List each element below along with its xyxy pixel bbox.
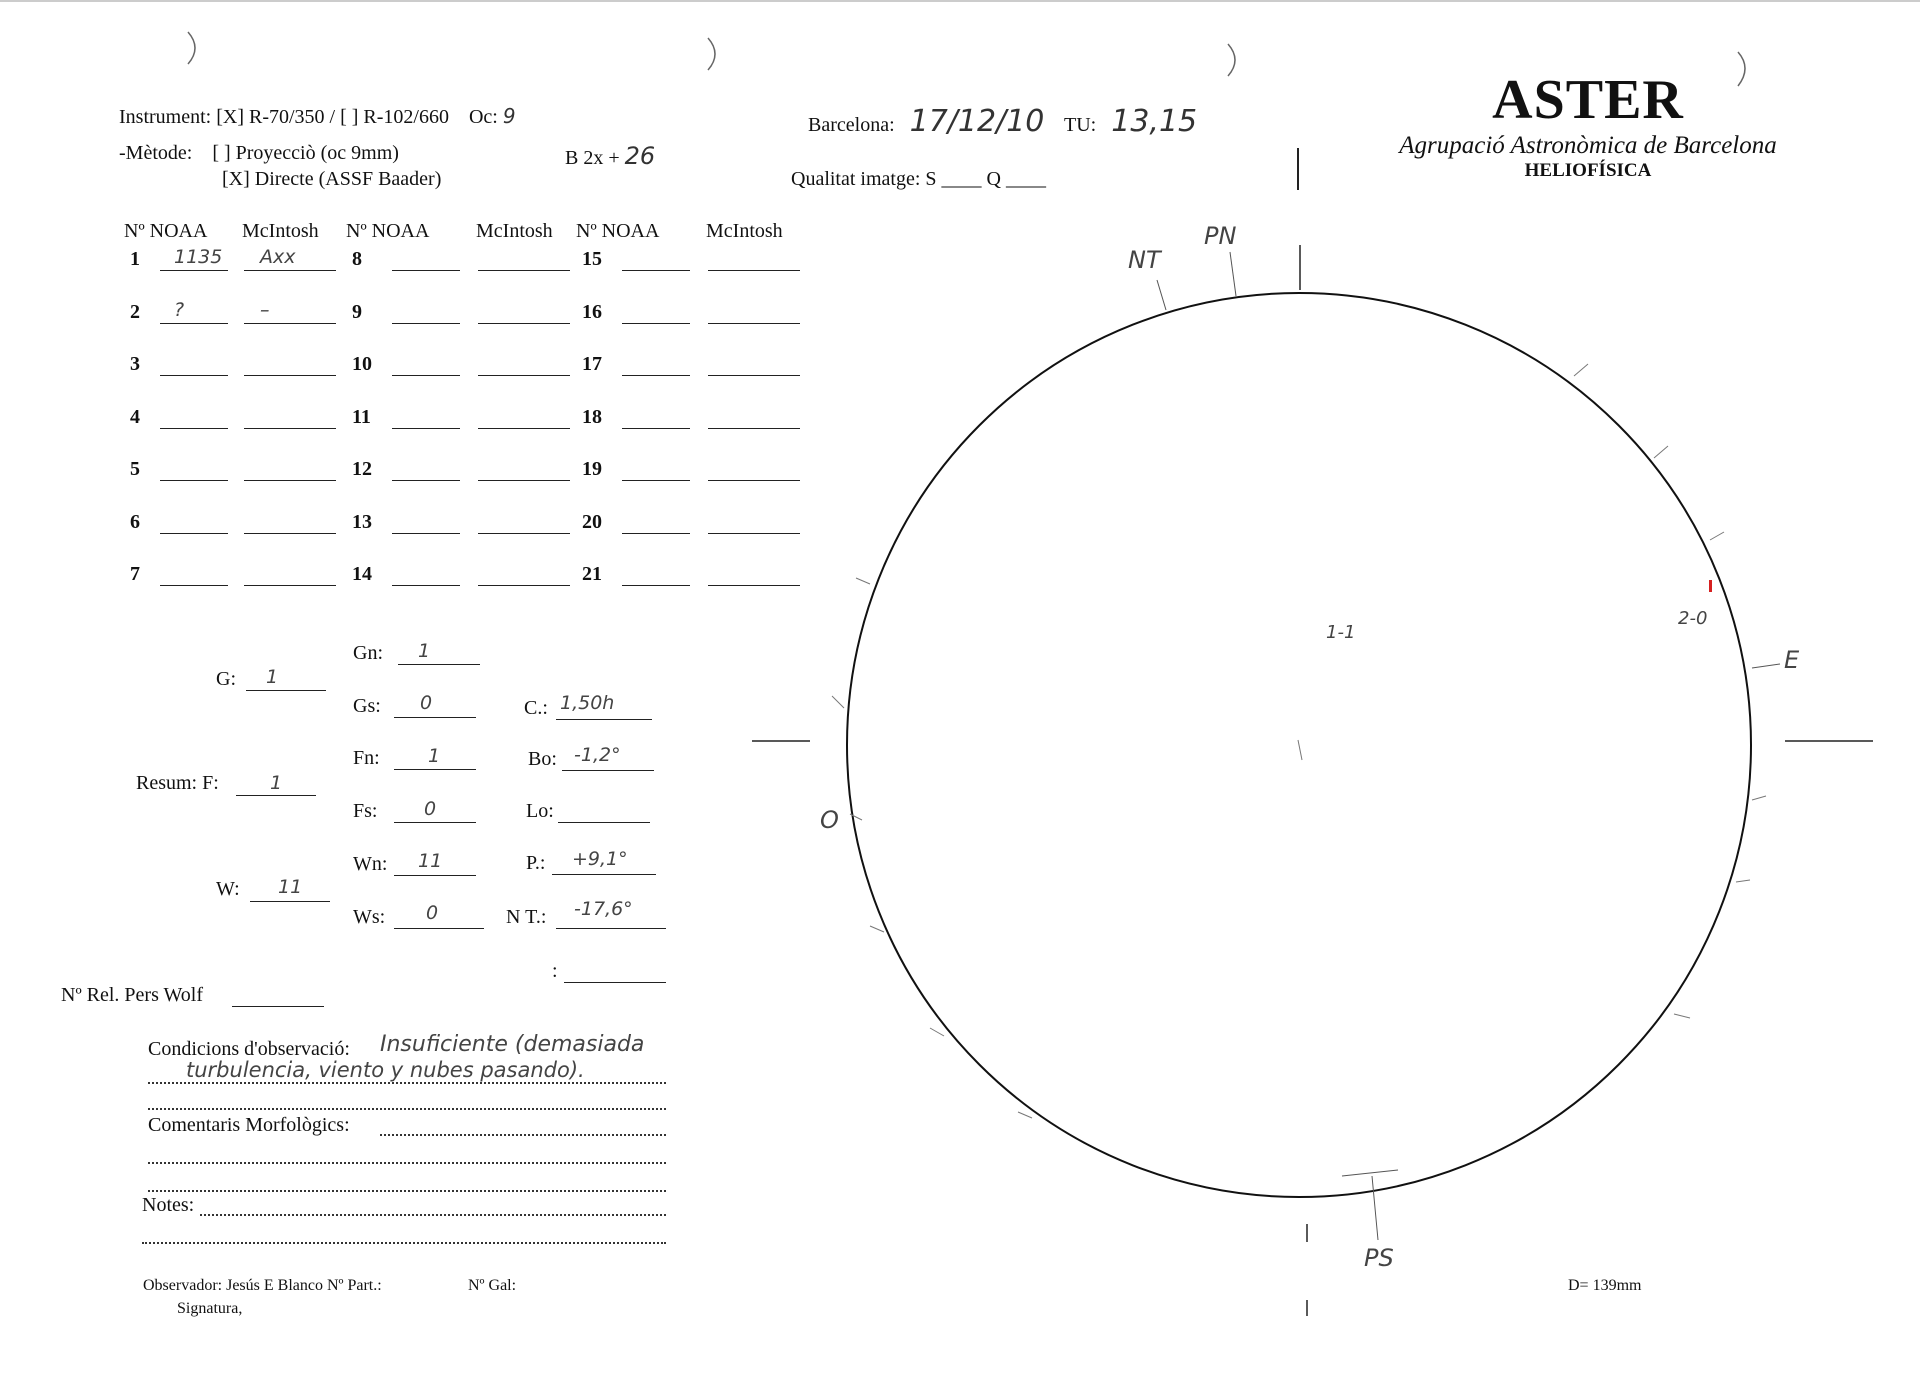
g-label: G:: [216, 668, 236, 690]
limb-tick: [1710, 532, 1724, 540]
limb-tick: [1736, 880, 1750, 882]
colon-label: :: [552, 960, 558, 982]
conditions-line2: turbulencia, viento y nubes pasando).: [186, 1058, 585, 1082]
diameter-label: D= 139mm: [1568, 1277, 1642, 1294]
noaa-value: 1135: [174, 246, 223, 268]
row-number: 4: [130, 405, 140, 428]
p-label: P.:: [526, 852, 546, 874]
limb-tick: [1674, 1014, 1690, 1018]
sunspot-group-2: 2-0: [1678, 608, 1708, 629]
row-number: 20: [582, 510, 602, 533]
oc-value: 9: [502, 104, 516, 128]
row-number: 1: [130, 248, 140, 270]
c-label: C.:: [524, 697, 548, 719]
row-number: 16: [582, 300, 602, 323]
limb-ticks: [832, 364, 1766, 1118]
limb-tick: [930, 1028, 944, 1036]
gs-value: 0: [420, 692, 433, 714]
limb-tick: [1752, 796, 1766, 800]
row-number: 2: [130, 300, 140, 323]
e-pointer: [1752, 664, 1780, 668]
mcintosh-value: –: [260, 298, 270, 321]
fs-label: Fs:: [353, 800, 378, 822]
gal-label: Nº Gal:: [468, 1277, 517, 1294]
image-quality: Qualitat imatge: S ____ Q ____: [791, 168, 1046, 190]
limb-tick: [870, 926, 884, 932]
ws-label: Ws:: [353, 906, 386, 928]
label-pn: PN: [1204, 222, 1237, 250]
observer-line: Observador: Jesús E Blanco Nº Part.:: [143, 1277, 382, 1294]
tu-label: TU:: [1064, 114, 1097, 136]
row-number: 6: [130, 510, 140, 533]
bo-value: -1,2°: [574, 744, 621, 766]
limb-tick: [856, 578, 870, 584]
nt-label: N T.:: [506, 906, 547, 928]
gn-value: 1: [418, 640, 431, 662]
label-nt: NT: [1128, 246, 1161, 274]
row-number: 3: [130, 353, 140, 375]
row-number: 18: [582, 405, 602, 428]
center-mark: [1298, 740, 1302, 760]
gs-label: Gs:: [353, 695, 381, 717]
pn-pointer: [1230, 252, 1236, 296]
row-number: 10: [352, 353, 372, 375]
label-o: O: [820, 806, 839, 834]
org-subtitle: Agrupació Astronòmica de Barcelona: [1399, 132, 1777, 159]
lo-label: Lo:: [526, 800, 554, 822]
row-number: 9: [352, 300, 362, 323]
tu-value: 13,15: [1111, 104, 1198, 139]
fn-label: Fn:: [353, 747, 380, 769]
group-2-marker: [1709, 580, 1712, 592]
header-mcintosh: McIntosh: [476, 220, 553, 242]
row-number: 15: [582, 248, 602, 270]
limb-tick: [1018, 1112, 1032, 1118]
notes-label: Notes:: [142, 1194, 195, 1216]
row-number: 8: [352, 248, 362, 270]
org-division: HELIOFÍSICA: [1524, 160, 1652, 181]
oc-label: Oc:: [468, 106, 498, 128]
resum-f-label: Resum: F:: [136, 772, 219, 794]
row-number: 12: [352, 458, 372, 480]
nt-pointer: [1157, 280, 1166, 310]
ps-pointer-stem: [1372, 1176, 1378, 1240]
row-number: 19: [582, 458, 602, 480]
ws-value: 0: [426, 902, 439, 924]
metode-option-projection: [ ] Proyecciò (oc 9mm): [212, 142, 399, 164]
header-mcintosh: McIntosh: [706, 220, 783, 242]
p-value: +9,1°: [572, 848, 628, 870]
sunspot-group-1: 1-1: [1326, 622, 1356, 643]
conditions-line1: Insuficiente (demasiada: [380, 1032, 645, 1057]
fn-value: 1: [428, 745, 441, 767]
label-e: E: [1784, 646, 1800, 674]
b-label: B 2x +: [565, 147, 620, 169]
f-value: 1: [270, 772, 283, 794]
w-value: 11: [278, 876, 303, 898]
org-title: ASTER: [1492, 69, 1684, 131]
limb-tick: [1574, 364, 1588, 376]
city-label: Barcelona:: [808, 114, 895, 136]
nt-value: -17,6°: [574, 898, 633, 920]
fs-value: 0: [424, 798, 437, 820]
row-number: 17: [582, 353, 602, 375]
gn-label: Gn:: [353, 642, 383, 664]
b-value: 26: [624, 142, 656, 170]
header-mcintosh: McIntosh: [242, 220, 319, 242]
noaa-value: ?: [174, 298, 185, 321]
metode-label: -Mètode:: [119, 142, 193, 164]
instrument-options: [X] R-70/350 / [ ] R-102/660: [216, 106, 449, 128]
row-number: 5: [130, 458, 140, 480]
wn-value: 11: [418, 850, 443, 872]
date-value: 17/12/10: [909, 104, 1045, 139]
limb-tick: [1654, 446, 1668, 458]
w-label: W:: [216, 878, 240, 900]
g-value: 1: [266, 666, 279, 688]
header-noaa: Nº NOAA: [576, 220, 660, 242]
row-number: 11: [352, 405, 371, 428]
bo-label: Bo:: [528, 748, 557, 770]
mcintosh-value: Axx: [260, 246, 296, 268]
c-value: 1,50h: [560, 692, 615, 714]
morph-label: Comentaris Morfològics:: [148, 1114, 350, 1136]
ps-pointer: [1342, 1170, 1398, 1176]
label-ps: PS: [1364, 1244, 1394, 1272]
metode-option-direct: [X] Directe (ASSF Baader): [222, 168, 442, 190]
instrument-label: Instrument:: [119, 106, 212, 128]
wn-label: Wn:: [353, 853, 388, 875]
limb-tick: [832, 696, 844, 708]
conditions-label: Condicions d'observació:: [148, 1038, 350, 1060]
signature-label: Signatura,: [177, 1300, 243, 1317]
row-number: 21: [582, 563, 602, 585]
row-number: 13: [352, 510, 372, 533]
header-noaa: Nº NOAA: [124, 220, 208, 242]
row-number: 7: [130, 563, 140, 585]
wolf-label: Nº Rel. Pers Wolf: [61, 984, 203, 1006]
row-number: 14: [352, 563, 372, 585]
header-noaa: Nº NOAA: [346, 220, 430, 242]
